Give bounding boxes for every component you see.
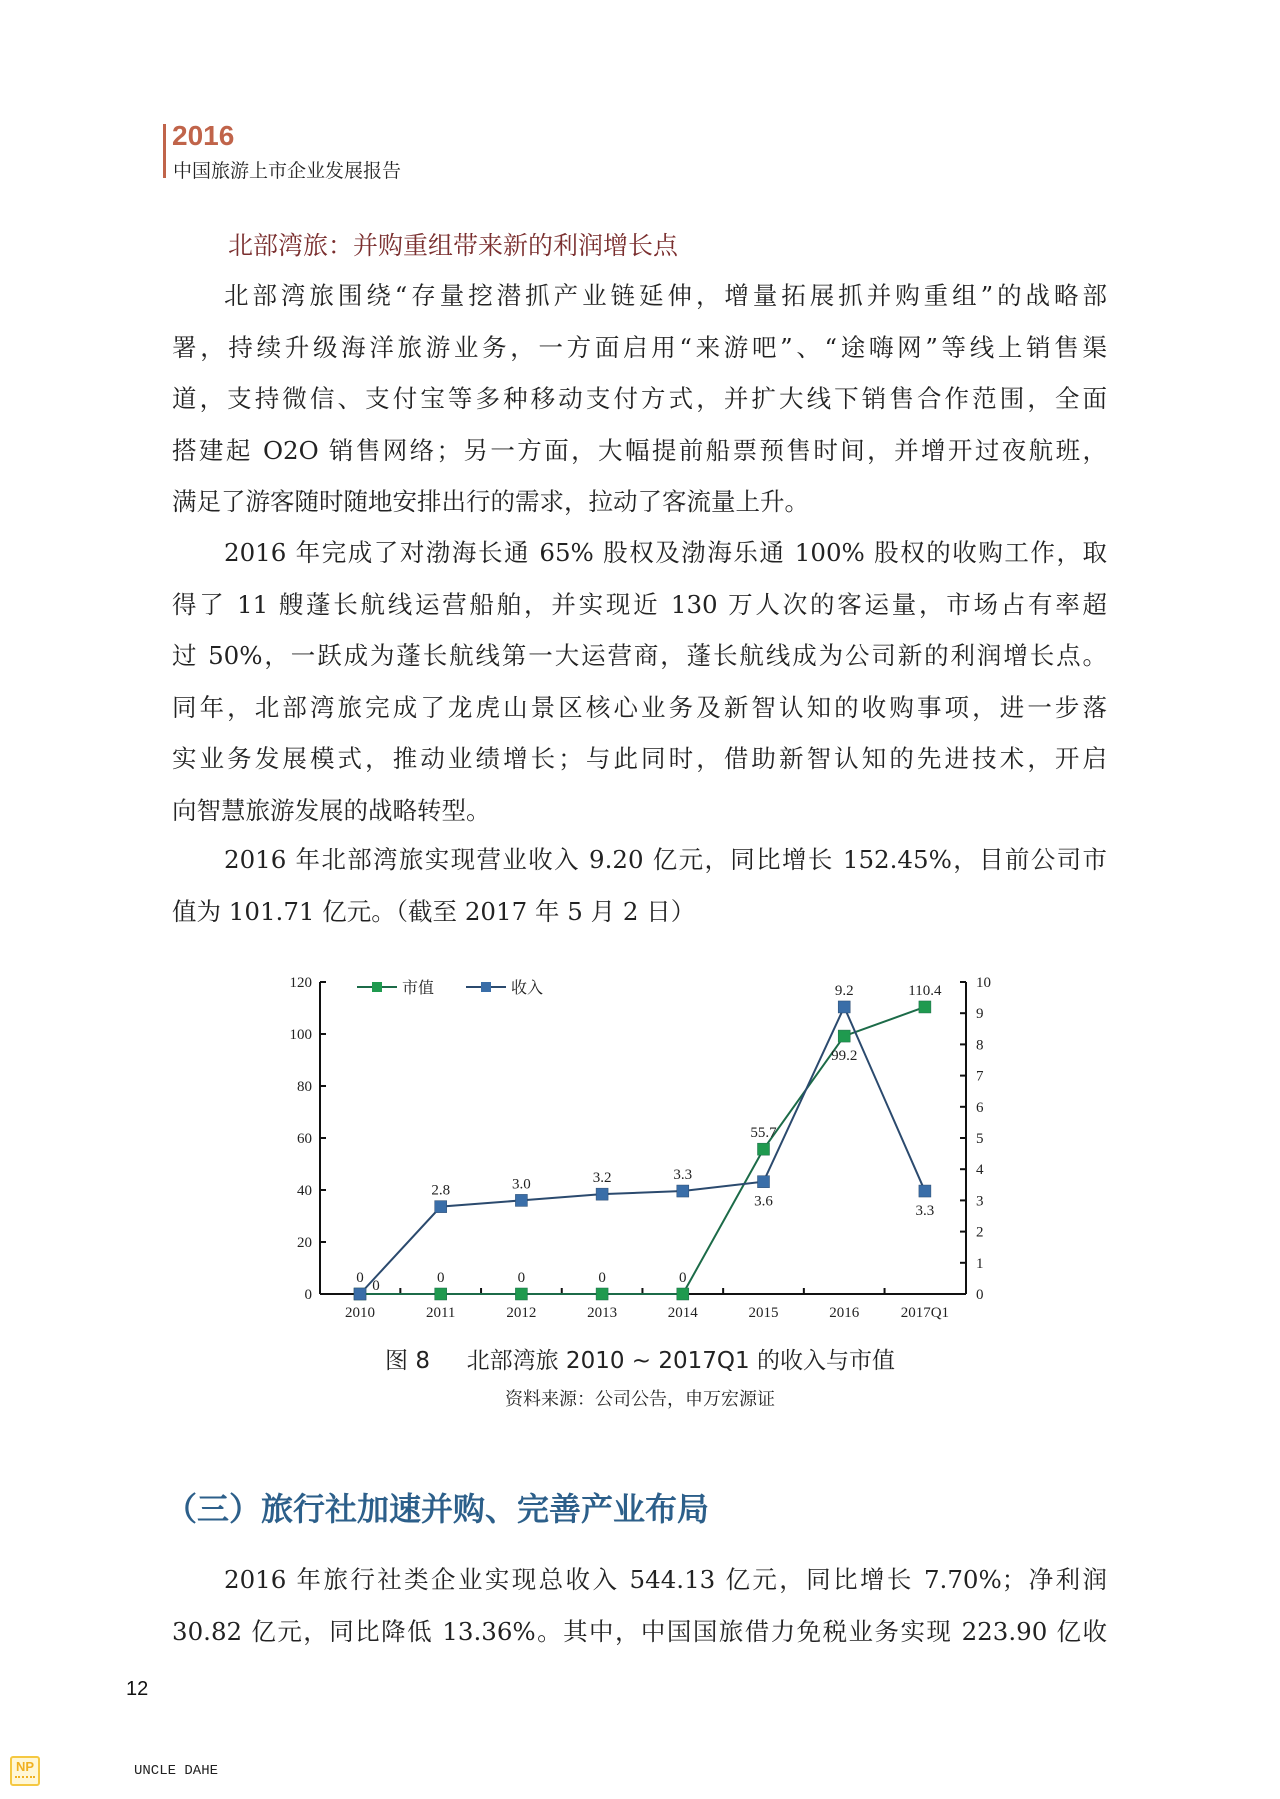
data-point-marker bbox=[435, 1201, 447, 1213]
data-point-marker bbox=[758, 1176, 770, 1188]
right-axis-tick-label: 1 bbox=[976, 1255, 984, 1272]
x-axis-tick-label: 2010 bbox=[345, 1305, 375, 1321]
chart-series-markers bbox=[354, 1001, 931, 1300]
data-label: 3.3 bbox=[915, 1203, 935, 1220]
figure-caption bbox=[0, 1342, 1280, 1375]
data-point-marker bbox=[435, 1288, 447, 1300]
watermark-text: UNCLE DAHE bbox=[134, 1763, 219, 1779]
watermark-logo-text: NP bbox=[15, 1759, 35, 1774]
text-line: 得了 11 艘蓬长航线运营船舶，并实现近 130 万人次的客运量，市场占有率超 bbox=[172, 589, 1107, 619]
right-axis-tick-label: 4 bbox=[976, 1162, 984, 1179]
data-label: 0 bbox=[679, 1270, 687, 1286]
data-point-marker bbox=[919, 1001, 931, 1013]
section-subheading: 北部湾旅：并购重组带来新的利润增长点 bbox=[228, 231, 679, 260]
x-axis-tick-label: 2017Q1 bbox=[900, 1305, 950, 1321]
right-axis-tick-label: 7 bbox=[976, 1068, 984, 1085]
legend-marker bbox=[481, 982, 491, 992]
legend-item-市值 bbox=[357, 979, 434, 997]
data-point-marker bbox=[515, 1194, 527, 1206]
line-chart bbox=[0, 960, 1280, 1321]
data-point-marker bbox=[515, 1288, 527, 1300]
data-point-marker bbox=[758, 1143, 770, 1155]
text-line: 向智慧旅游发展的战略转型。 bbox=[172, 795, 491, 825]
data-label: 0 bbox=[436, 1270, 445, 1286]
left-axis-tick-label: 0 bbox=[304, 1287, 312, 1303]
watermark-logo bbox=[10, 1756, 40, 1786]
header-subtitle: 中国旅游上市企业发展报告 bbox=[173, 160, 402, 182]
legend-label: 收入 bbox=[511, 980, 544, 997]
page-number: 12 bbox=[126, 1678, 149, 1700]
right-axis-tick-label: 0 bbox=[976, 1287, 984, 1303]
text-line: 署，持续升级海洋旅游业务，一方面启用“来游吧”、“途嗨网”等线上销售渠 bbox=[172, 332, 1107, 362]
right-axis-tick-label: 9 bbox=[976, 1006, 984, 1023]
figure-source: 资料来源：公司公告，申万宏源证 bbox=[505, 1389, 775, 1410]
right-axis-tick-label: 10 bbox=[976, 975, 991, 991]
data-label: 3.3 bbox=[673, 1167, 693, 1184]
right-axis-tick-label: 3 bbox=[976, 1193, 984, 1210]
left-axis-tick-label: 60 bbox=[297, 1131, 312, 1147]
figure-number: 图 8 bbox=[385, 1348, 430, 1374]
x-axis-tick-label: 2012 bbox=[506, 1305, 537, 1321]
data-label: 0 bbox=[517, 1270, 526, 1286]
data-point-marker bbox=[596, 1188, 608, 1200]
x-axis-tick-label: 2013 bbox=[587, 1305, 618, 1321]
left-axis-tick-label: 40 bbox=[297, 1183, 312, 1199]
x-axis-tick-label: 2011 bbox=[425, 1305, 456, 1321]
text-line: 满足了游客随时随地安排出行的需求，拉动了客流量上升。 bbox=[172, 487, 809, 516]
data-label: 9.2 bbox=[834, 982, 854, 999]
data-point-marker bbox=[919, 1185, 931, 1197]
data-label: 99.2 bbox=[831, 1048, 858, 1065]
legend-item-收入 bbox=[466, 979, 543, 997]
text-line: 过 50%，一跃成为蓬长航线第一大运营商，蓬长航线成为公司新的利润增长点。 bbox=[172, 641, 1107, 670]
data-point-marker bbox=[596, 1288, 608, 1300]
x-axis-tick-label: 2014 bbox=[667, 1305, 698, 1321]
text-line: 2016 年完成了对渤海长通 65% 股权及渤海乐通 100% 股权的收购工作，取 bbox=[224, 538, 1107, 567]
header-accent-bar bbox=[163, 124, 166, 178]
data-label: 2.8 bbox=[431, 1182, 451, 1199]
data-point-marker bbox=[838, 1001, 850, 1013]
text-line: 北部湾旅围绕“存量挖潜抓产业链延伸，增量拓展抓并购重组”的战略部 bbox=[224, 281, 1107, 310]
section-heading: （三）旅行社加速并购、完善产业布局 bbox=[165, 1490, 710, 1528]
text-line: 2016 年旅行社类企业实现总收入 544.13 亿元，同比增长 7.70%；净利润 bbox=[224, 1565, 1107, 1594]
paragraph-1 bbox=[172, 270, 1107, 528]
data-point-marker bbox=[677, 1288, 689, 1300]
left-axis-tick-label: 100 bbox=[289, 1027, 312, 1043]
data-point-marker bbox=[677, 1185, 689, 1197]
right-axis-tick-label: 5 bbox=[976, 1131, 984, 1147]
data-label: 55.7 bbox=[750, 1125, 777, 1142]
header-year: 2016 bbox=[172, 120, 235, 151]
text-line: 道，支持微信、支付宝等多种移动支付方式，并扩大线下销售合作范围，全面 bbox=[172, 384, 1107, 413]
legend-marker bbox=[372, 982, 382, 992]
data-label: 0 bbox=[598, 1270, 606, 1286]
figure-title: 北部湾旅 2010 ~ 2017Q1 的收入与市值 bbox=[466, 1348, 895, 1374]
text-line: 2016 年北部湾旅实现营业收入 9.20 亿元，同比增长 152.45%，目前公司市 bbox=[224, 845, 1107, 874]
x-axis-tick-label: 2015 bbox=[748, 1305, 779, 1321]
left-axis-tick-label: 80 bbox=[297, 1079, 312, 1095]
text-line: 30.82 亿元，同比降低 13.36%。其中，中国国旅借力免税业务实现 223.90 亿收 bbox=[172, 1616, 1107, 1646]
legend-label: 市值 bbox=[402, 980, 435, 997]
text-line: 搭建起 O2O 销售网络；另一方面，大幅提前船票预售时间，并增开过夜航班， bbox=[172, 435, 1107, 465]
data-label: 0 bbox=[356, 1270, 364, 1286]
data-label: 3.0 bbox=[512, 1176, 531, 1193]
data-label: 0 bbox=[372, 1278, 380, 1294]
right-axis-tick-label: 2 bbox=[976, 1224, 984, 1241]
data-label: 3.6 bbox=[754, 1193, 773, 1210]
left-axis-tick-label: 20 bbox=[297, 1235, 312, 1251]
paragraph-2 bbox=[172, 527, 1107, 836]
text-line: 实业务发展模式，推动业绩增长；与此同时，借助新智认知的先进技术，开启 bbox=[172, 744, 1107, 773]
right-axis-tick-label: 6 bbox=[976, 1099, 984, 1116]
data-label: 110.4 bbox=[908, 982, 942, 999]
left-axis-tick-label: 120 bbox=[289, 975, 312, 991]
text-line: 同年，北部湾旅完成了龙虎山景区核心业务及新智认知的收购事项，进一步落 bbox=[172, 692, 1107, 722]
right-axis-tick-label: 8 bbox=[976, 1037, 984, 1054]
data-point-marker bbox=[838, 1030, 850, 1042]
x-axis-tick-label: 2016 bbox=[829, 1305, 860, 1321]
paragraph-3 bbox=[172, 834, 1107, 937]
data-label: 3.2 bbox=[592, 1170, 612, 1187]
text-line: 值为 101.71 亿元。（截至 2017 年 5 月 2 日） bbox=[172, 896, 696, 926]
chart-legend bbox=[357, 979, 543, 997]
paragraph-4 bbox=[172, 1554, 1107, 1657]
data-point-marker bbox=[354, 1288, 366, 1300]
